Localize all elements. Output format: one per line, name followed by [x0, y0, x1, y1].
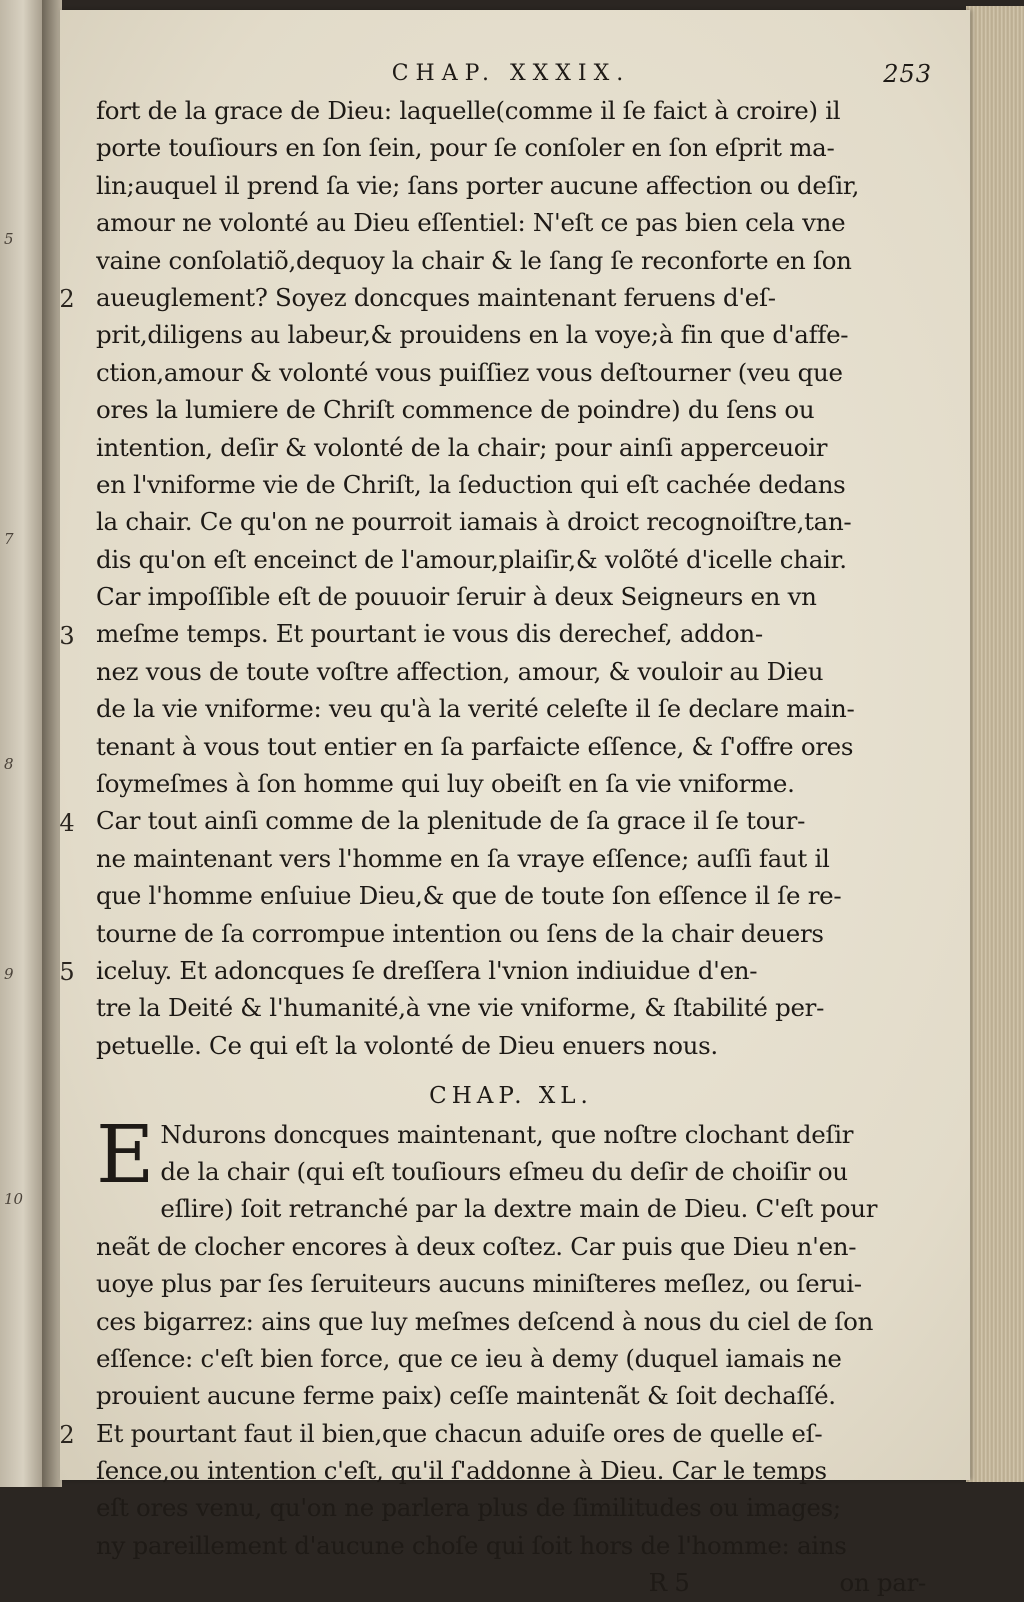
book-gutter — [42, 0, 62, 1487]
section-gap — [96, 1064, 926, 1078]
text-line: Car impoſſible eſt de pouuoir ſeruir à deux Seigneurs en vn — [96, 582, 817, 612]
text-line: eſt ores venu, qu'on ne parlera plus de ſimilitudes ou images; — [96, 1493, 841, 1523]
text-line: fort de la grace de Dieu: laquelle(comme il ſe faict à croire) il — [96, 96, 841, 125]
running-head: CHAP. XXXIX. — [391, 61, 631, 86]
text-line: ction,amour & volonté vous puiſſiez vous deſtourner (veu que — [96, 357, 843, 387]
verse-number: 2 — [59, 1421, 75, 1449]
text-line: de la vie vniforme: veu qu'à la verité celeſte il ſe declare main- — [96, 694, 855, 724]
text-line: petuelle. Ce qui eſt la volonté de Dieu enuers nous. — [96, 1030, 718, 1060]
text-line: prit,diligens au labeur,& prouidens en la voye;à fin que d'affe- — [96, 320, 849, 350]
page-number: 253 — [883, 60, 932, 88]
text-line: eſlire) ſoit retranché par la dextre main de Dieu. C'eſt pour — [160, 1194, 878, 1224]
facing-page-mark: 5 — [4, 230, 14, 248]
text-line: ny pareillement d'aucune choſe qui ſoit hors de l'homme: ains — [96, 1530, 847, 1560]
page-footer-line — [96, 1564, 926, 1601]
facing-page-mark: 10 — [4, 1190, 24, 1208]
text-line: que l'homme enſuiue Dieu,& que de toute ſon eſſence il ſe re- — [96, 881, 842, 911]
text-line: iceluy. Et adoncques ſe dreſſera l'vnion indiuidue d'en- — [96, 955, 758, 985]
verse-number: 2 — [59, 285, 75, 313]
verse-number: 4 — [59, 808, 75, 837]
text-line: meſme temps. Et pourtant ie vous dis derechef, addon- — [96, 619, 763, 649]
text-line: en l'vniforme vie de Chriſt, la ſeduction qui eſt cachée dedans — [96, 469, 846, 499]
text-line: neãt de clocher encores à deux coſtez. Car puis que Dieu n'en- — [96, 1231, 857, 1261]
text-line: ſence,ou intention c'eſt, qu'il ſ'addonne à Dieu. Car le temps — [96, 1456, 827, 1486]
text-line: nez vous de toute voſtre affection, amour, & vouloir au Dieu — [96, 656, 824, 686]
verse-number: 5 — [59, 958, 75, 987]
drop-capital: E — [96, 1107, 155, 1201]
text-line: eſſence: c'eſt bien force, que ce ieu à demy (duquel iamais ne — [96, 1343, 842, 1373]
facing-page-mark: 7 — [4, 530, 14, 548]
text-line: porte touſiours en ſon ſein, pour ſe conſoler en ſon eſprit ma- — [96, 133, 835, 163]
book-page — [59, 10, 970, 1598]
text-line: tre la Deité & l'humanité,à vne vie vniforme, & ſtabilité per- — [96, 993, 825, 1023]
text-line: Ndurons doncques maintenant, que noſtre clochant deſir — [160, 1119, 854, 1149]
page-edge-stack — [966, 6, 1024, 1482]
text-line: la chair. Ce qu'on ne pourroit iamais à droict recognoiſtre,tan- — [96, 507, 852, 537]
text-line: ſoymeſmes à ſon homme qui luy obeiſt en ſa vie vniforme. — [96, 769, 795, 799]
text-line: aueuglement? Soyez doncques maintenant feruens d'eſ- — [96, 282, 776, 312]
facing-page-marginalia — [0, 0, 42, 1487]
text-line: de la chair (qui eſt touſiours eſmeu du deſir de choiſir ou — [160, 1156, 848, 1186]
text-line: intention, deſir & volonté de la chair; pour ainſi apperceuoir — [96, 432, 828, 462]
text-line: uoye plus par ſes ſeruiteurs aucuns miniſteres meſlez, ou ſerui- — [96, 1269, 862, 1299]
text-line: Et pourtant faut il bien,que chacun aduiſe ores de quelle eſ- — [96, 1418, 823, 1448]
verse-number: 3 — [59, 621, 75, 650]
chapter-heading: CHAP. XL. — [429, 1083, 593, 1110]
facing-page-mark: 8 — [4, 755, 14, 773]
signature-mark: R 5 — [648, 1568, 690, 1598]
facing-page-edge — [0, 0, 42, 1487]
text-line: prouient aucune ferme paix) ceſſe maintenãt & ſoit dechaſſé. — [96, 1381, 836, 1411]
text-line: ces bigarrez: ains que luy meſmes deſcend à nous du ciel de ſon — [96, 1306, 874, 1336]
text-line: tenant à vous tout entier en ſa parfaicte eſſence, & ſ'offre ores — [96, 731, 854, 761]
catchword: on par- — [839, 1568, 926, 1598]
text-line: lin;auquel il prend ſa vie; ſans porter aucune affection ou deſir, — [96, 170, 860, 200]
text-line: ne maintenant vers l'homme en ſa vraye eſſence; auſſi faut il — [96, 843, 830, 873]
body-text — [59, 92, 926, 1602]
text-line: dis qu'on eſt enceinct de l'amour,plaiſir,& volõté d'icelle chair. — [96, 544, 847, 574]
text-line: ores la lumiere de Chriſt commence de poindre) du ſens ou — [96, 395, 815, 425]
facing-page-mark: 9 — [4, 965, 14, 983]
text-line: tourne de ſa corrompue intention ou ſens de la chair deuers — [96, 918, 824, 948]
text-line: amour ne volonté au Dieu eſſentiel: N'eſt ce pas bien cela vne — [96, 208, 846, 238]
text-line: vaine conſolatiõ,dequoy la chair & le ſang ſe reconforte en ſon — [96, 245, 852, 275]
text-line: Car tout ainſi comme de la plenitude de ſa grace il ſe tour- — [96, 806, 806, 836]
